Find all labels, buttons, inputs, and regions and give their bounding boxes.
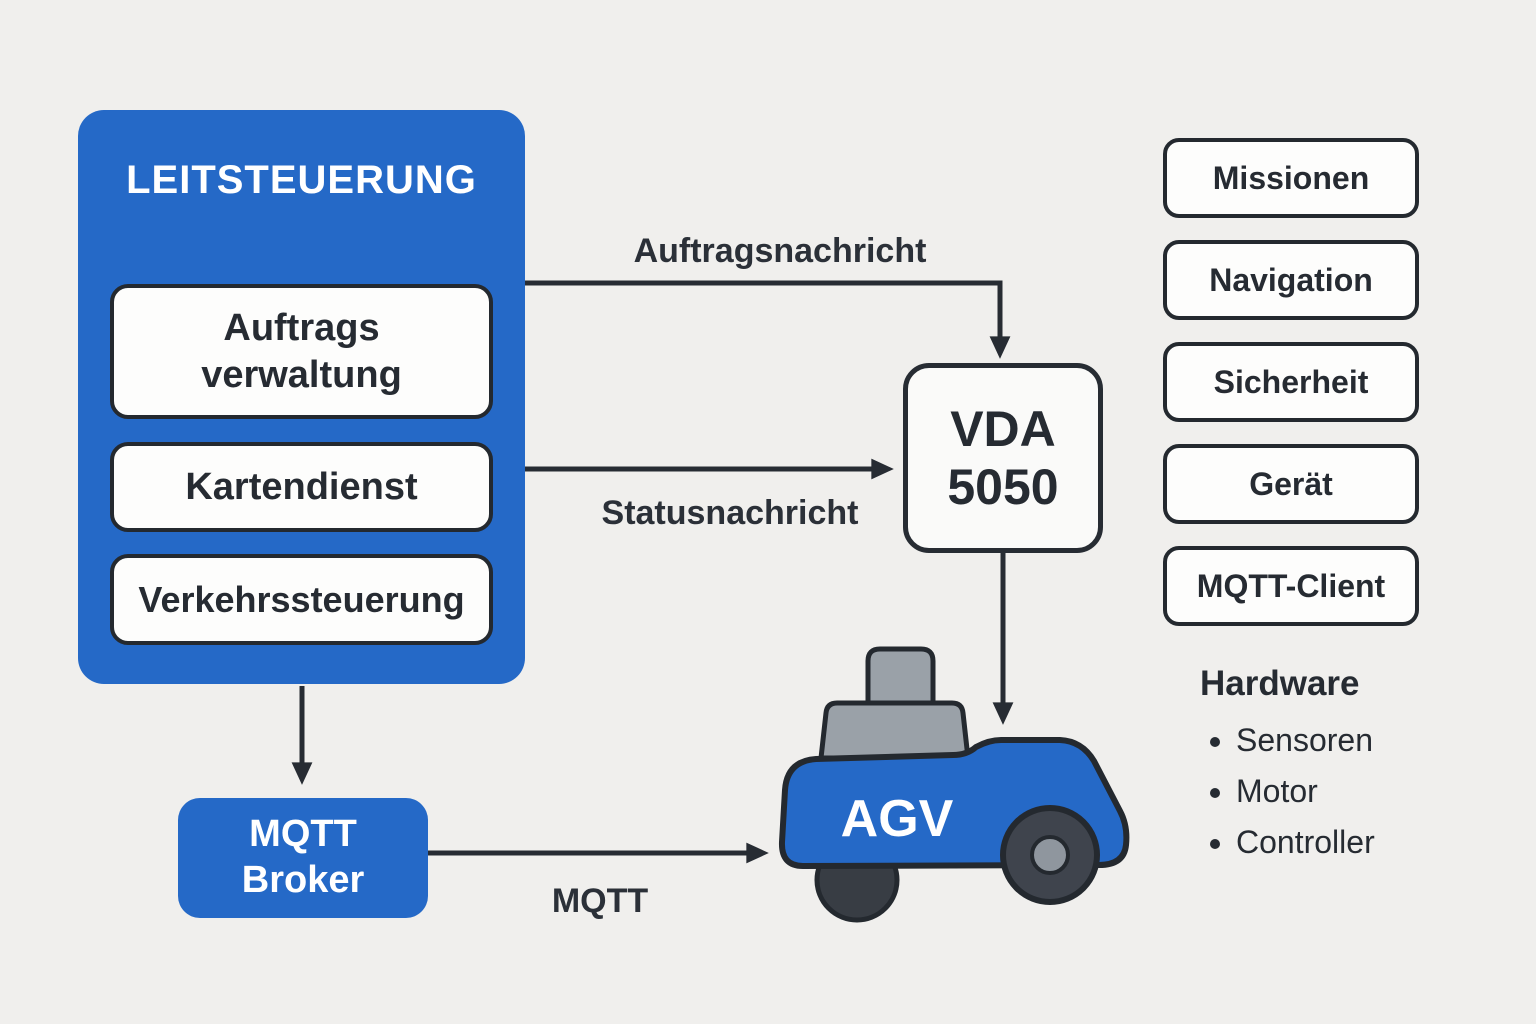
broker-label-line: Broker [241, 859, 365, 901]
auftragsnachricht-arrow [525, 283, 1000, 338]
label-auftragsnachricht: Auftragsnachricht [633, 232, 927, 270]
leitsteuerung-title: LEITSTEUERUNG [126, 158, 477, 202]
label-statusnachricht: Statusnachricht [601, 494, 859, 532]
hardware-item-sensoren: • Sensoren [1236, 722, 1375, 759]
software-module-geraet: Gerät [1163, 444, 1419, 524]
module-auftragsverwaltung [110, 284, 493, 419]
software-module-mqtt-client: MQTT-Client [1163, 546, 1419, 626]
software-module-sicherheit: Sicherheit [1163, 342, 1419, 422]
software-module-missionen: Missionen [1163, 138, 1419, 218]
agv-vehicle [755, 630, 1155, 930]
hardware-title: Hardware [1200, 664, 1360, 703]
agv-front-wheel-hub [1032, 837, 1068, 873]
mqtt-broker-box [178, 798, 428, 918]
module-label-line: Kartendienst [185, 465, 418, 508]
module-label-line: Verkehrssteuerung [138, 578, 465, 620]
leitsteuerung-box [78, 110, 525, 684]
module-label-line: verwaltung [201, 353, 402, 396]
hardware-item-motor: • Motor [1236, 773, 1375, 810]
agv-label: AGV [840, 790, 954, 848]
vda-label-line: 5050 [947, 459, 1059, 515]
hardware-list [1200, 722, 1375, 861]
vda-5050-box [903, 363, 1103, 553]
label-mqtt: MQTT [551, 882, 649, 920]
hardware-section [1200, 664, 1375, 875]
module-verkehrssteuerung [110, 554, 493, 645]
hardware-item-controller: • Controller [1236, 824, 1375, 861]
broker-label-line: MQTT [249, 813, 357, 856]
agv-sensor-platform [821, 703, 968, 758]
module-kartendienst [110, 442, 493, 532]
software-module-navigation: Navigation [1163, 240, 1419, 320]
module-label-line: Auftrags [223, 307, 380, 350]
vda-label-line: VDA [950, 401, 1056, 457]
software-module-list [1163, 138, 1419, 648]
